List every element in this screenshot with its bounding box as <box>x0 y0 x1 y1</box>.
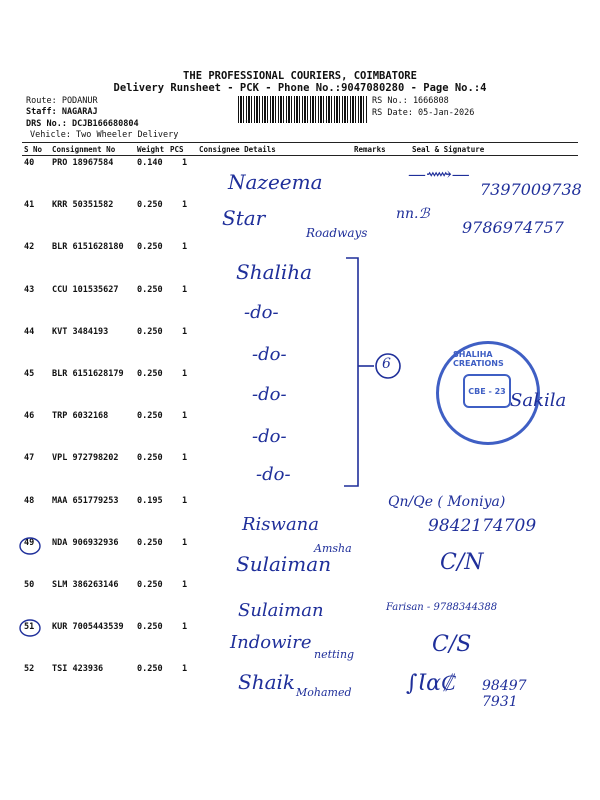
company-title: THE PROFESSIONAL COURIERS, COIMBATORE <box>183 70 417 82</box>
row-sno: 41 <box>24 200 35 211</box>
row-pcs: 1 <box>182 242 188 253</box>
hw-signature-45: Sakila <box>510 390 567 411</box>
stamp-center: CBE - 23 <box>463 374 511 408</box>
row-weight: 0.250 <box>137 200 163 211</box>
row-sno: 49 <box>24 537 35 548</box>
hw-phone-48: 9842174709 <box>428 516 537 536</box>
hw-name-50: Sulaiman <box>238 600 324 621</box>
row-consignment: TRP 6032168 <box>52 411 109 422</box>
row-weight: 0.195 <box>137 495 163 506</box>
barcode <box>238 96 368 123</box>
row-pcs: 1 <box>182 622 188 633</box>
hw-remark-50: Farisan - 9788344388 <box>386 602 498 613</box>
row-sno: 47 <box>24 453 35 464</box>
rs-date: RS Date: 05-Jan-2026 <box>372 108 475 118</box>
row-sno: 46 <box>24 411 35 422</box>
runsheet-subtitle: Delivery Runsheet - PCK - Phone No.:9047080280 - Page No.:4 <box>113 82 487 94</box>
row-weight: 0.250 <box>137 580 163 590</box>
row-pcs: 1 <box>182 158 188 168</box>
col-consignment: Consignment No <box>52 145 116 154</box>
row-sno: 52 <box>24 664 35 675</box>
row-weight: 0.250 <box>137 326 163 337</box>
hw-name-40: Nazeema <box>228 170 323 194</box>
row-weight: 0.250 <box>137 537 163 548</box>
hw-ditto-44: -do- <box>252 344 287 365</box>
row-weight: 0.250 <box>137 622 163 633</box>
hw-name-41b: Roadways <box>306 226 368 240</box>
row-consignment: KVT 3484193 <box>52 326 109 337</box>
row-consignment: CCU 101535627 <box>52 284 119 295</box>
col-weight: Weight <box>137 145 165 154</box>
row-pcs: 1 <box>182 284 188 295</box>
hw-remark-48: Qn/Qe ( Moniya) <box>388 494 506 510</box>
row-consignment: NDA 906932936 <box>52 537 119 548</box>
row-weight: 0.250 <box>137 242 163 253</box>
vehicle: Vehicle: Two Wheeler Delivery <box>30 130 179 140</box>
hw-cn: C/N <box>440 550 484 575</box>
hw-ditto-47: -do- <box>256 464 291 485</box>
row-sno: 43 <box>24 284 35 295</box>
hw-phone-40: 7397009738 <box>480 180 582 199</box>
hw-name-42: Shaliha <box>236 260 313 284</box>
row-consignment: TSI 423936 <box>52 664 104 675</box>
row-sno: 44 <box>24 326 35 337</box>
row-consignment: SLM 386263146 <box>52 580 119 590</box>
header-divider-top <box>22 142 578 143</box>
row-pcs: 1 <box>182 537 188 548</box>
hw-ditto-46: -do- <box>252 426 287 447</box>
drs-number: DRS No.: DCJB166680804 <box>26 119 139 129</box>
stamp-ring-text: SHALIHA CREATIONS <box>453 350 504 368</box>
row-sno: 42 <box>24 242 35 253</box>
hw-name-49a: Sulaiman <box>236 552 332 576</box>
hw-name-41a: Star <box>222 206 266 230</box>
header-divider-bottom <box>22 155 578 156</box>
row-pcs: 1 <box>182 369 188 379</box>
row-consignment: PRO 18967584 <box>52 158 114 168</box>
hw-name-51b: netting <box>314 648 355 661</box>
table-row <box>0 285 600 325</box>
staff: Staff: NAGARAJ <box>26 107 98 117</box>
row-weight: 0.250 <box>137 453 163 464</box>
row-pcs: 1 <box>182 495 188 506</box>
row-weight: 0.140 <box>137 158 163 168</box>
row-weight: 0.250 <box>137 664 163 675</box>
row-pcs: 1 <box>182 200 188 211</box>
col-pcs: PCS <box>170 145 184 154</box>
row-consignment: KUR 7005443539 <box>52 622 124 633</box>
hw-sign-41: nn.ℬ <box>396 206 430 222</box>
row-weight: 0.250 <box>137 369 163 379</box>
row-pcs: 1 <box>182 664 188 675</box>
hw-name-52b: Mohamed <box>296 686 352 699</box>
col-seal: Seal & Signature <box>412 145 485 154</box>
row-consignment: BLR 6151628180 <box>52 242 124 253</box>
hw-name-52a: Shaik <box>238 670 296 694</box>
route: Route: PODANUR <box>26 96 98 106</box>
row-sno: 51 <box>24 622 35 633</box>
row-pcs: 1 <box>182 411 188 422</box>
row-pcs: 1 <box>182 326 188 337</box>
col-consignee: Consignee Details <box>199 145 276 154</box>
row-consignment: BLR 6151628179 <box>52 369 124 379</box>
hw-count: 6 <box>382 356 391 372</box>
hw-signature-40: —⟿— <box>408 164 470 185</box>
hw-ditto-45: -do- <box>252 384 287 405</box>
row-weight: 0.250 <box>137 284 163 295</box>
row-sno: 48 <box>24 495 35 506</box>
row-consignment: MAA 651779253 <box>52 495 119 506</box>
row-sno: 40 <box>24 158 35 168</box>
row-consignment: VPL 972798202 <box>52 453 119 464</box>
row-sno: 45 <box>24 369 35 379</box>
col-remarks: Remarks <box>354 145 386 154</box>
hw-signature-52: ∫Ɩɑ₡ <box>406 671 456 696</box>
hw-name-51a: Indowire <box>230 632 312 653</box>
hw-ditto-43: -do- <box>244 302 279 323</box>
rs-number: RS No.: 1666808 <box>372 96 449 106</box>
row-consignment: KRR 50351582 <box>52 200 114 211</box>
hw-name-48: Riswana <box>242 514 320 535</box>
row-pcs: 1 <box>182 453 188 464</box>
table-row <box>0 453 600 493</box>
hw-phone-52: 98497 7931 <box>482 678 527 710</box>
hw-name-49b: Amsha <box>314 542 352 555</box>
row-sno: 50 <box>24 580 35 590</box>
row-pcs: 1 <box>182 580 188 590</box>
hw-phone-41: 9786974757 <box>462 218 564 237</box>
col-sno: S No <box>24 145 43 154</box>
row-weight: 0.250 <box>137 411 163 422</box>
hw-cs: C/S <box>432 632 472 657</box>
